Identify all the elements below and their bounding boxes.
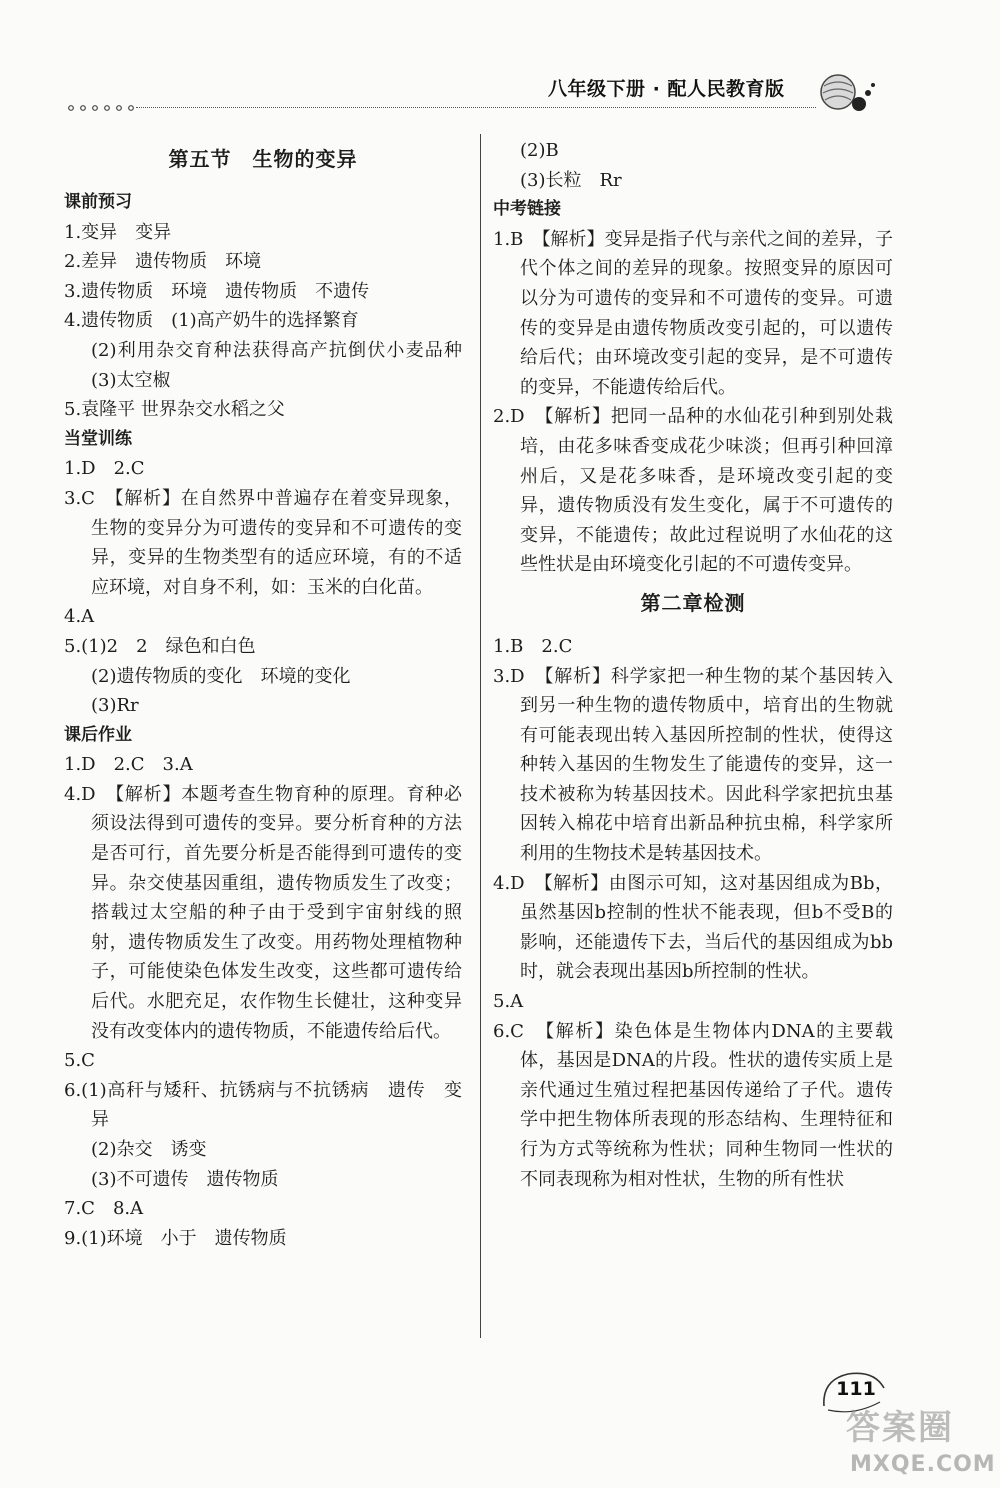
answer-item: 1.D 2.C	[64, 458, 145, 480]
column-divider	[480, 134, 481, 1338]
chapter-test-title: 第二章检测	[640, 590, 746, 615]
publisher-logo-icon	[816, 66, 878, 116]
answer-item: 9.(1)环境 小于 遗传物质	[64, 1227, 287, 1249]
answer-item: 4.D 【解析】由图示可知，这对基因组成为Bb，虽然基因b控制的性状不能表现，但b不受B的影响，还能遗传下去，当后代的基因组成为bb时，就会表现出基因b所控制的性状。	[493, 872, 893, 983]
answer-item: 6.(1)高秆与矮秆、抗锈病与不抗锈病 遗传 变异	[64, 1079, 462, 1131]
preview-heading: 课前预习	[64, 192, 132, 212]
answer-item: (2)遗传物质的变化 环境的变化	[91, 665, 351, 687]
watermark	[846, 1400, 996, 1484]
class-training-heading: 当堂训练	[64, 428, 132, 449]
answer-item: 4.D 【解析】本题考查生物育种的原理。育种必须设法得到可遗传的变异。要分析育种的方法是否可行，首先要分析是否能得到可遗传的变异。杂交使基因重组，遗传物质发生了改变；搭载过太空船的种子由于受到宇宙射线的照射，遗传物质发生了改变。用药物处理植物种子，可能使染色体发生改变，这些都可遗传给后代。水肥充足，农作物生长健壮，这种变异没有改变体内的遗传物质，不能遗传给后代。	[64, 783, 462, 1042]
page-number: 111	[836, 1378, 876, 1400]
answer-item: (2)杂交 诱变	[91, 1139, 207, 1160]
watermark-logo: 答案圈	[846, 1408, 954, 1448]
exam-link-heading: 中考链接	[493, 199, 561, 220]
answer-item: 1.B 【解析】变异是指子代与亲代之间的差异，子代个体之间的差异的现象。按照变异的原因可以分为可遗传的变异和不可遗传的变异。可遗传的变异是由遗传物质改变引起的，可以遗传给后代；由环境改变引起的变异，是不可遗传的变异，不能遗传给后代。	[493, 228, 893, 398]
running-header-title: 八年级下册 · 配人民教育版	[548, 78, 785, 100]
answer-item: 5.(1)2 2 绿色和白色	[64, 635, 256, 657]
answer-item: (3)Rr	[91, 695, 139, 717]
left-column	[64, 136, 480, 1253]
answer-item: (3)长粒 Rr	[520, 169, 622, 191]
answer-item: 7.C 8.A	[64, 1198, 144, 1220]
answer-item: (2)B	[520, 140, 559, 161]
answer-item: 3.遗传物质 环境 遗传物质 不遗传	[64, 280, 370, 302]
answer-item: 1.B 2.C	[493, 635, 573, 657]
header-dot-ornament	[66, 102, 136, 114]
answer-item: 3.C 【解析】在自然界中普遍存在着变异现象，生物的变异分为可遗传的变异和不可遗传的变异，变异的生物类型有的适应环境，有的不适应环境，对自身不利，如：玉米的白化苗。	[64, 487, 462, 598]
section-title: 第五节 生物的变异	[168, 147, 358, 171]
answer-item: 5.A	[493, 991, 524, 1013]
answer-item: 4.遗传物质 (1)高产奶牛的选择繁育	[64, 310, 359, 332]
answer-item: 5.C	[64, 1050, 95, 1072]
right-column	[493, 136, 893, 1194]
header-divider	[136, 107, 816, 108]
answer-item: 2.D 【解析】把同一品种的水仙花引种到别处栽培，由花多味香变成花少味淡；但再引种回漳州后，又是花多味香，是环境改变引起的变异，遗传物质没有发生变化，属于不可遗传的变异，不能遗传；故此过程说明了水仙花的这些性状是由环境变化引起的不可遗传变异。	[493, 406, 893, 576]
answer-item: 3.D 【解析】科学家把一种生物的某个基因转入到另一种生物的遗传物质中，培育出的生物就有可能表现出转入基因所控制的性状，使得这种转入基因的生物发生了能遗传的变异，这一技术被称为转基因技术。因此科学家把抗虫基因转入棉花中培育出新品种抗虫棉，科学家所利用的生物技术是转基因技术。	[493, 665, 893, 865]
answer-item: 1.变异 变异	[64, 221, 172, 243]
answer-item: 6.C 【解析】染色体是生物体内DNA的主要载体，基因是DNA的片段。性状的遗传实质上是亲代通过生殖过程把基因传递给了子代。遗传学中把生物体所表现的形态结构、生理特征和行为方式等统称为性状；同种生物同一性状的不同表现称为相对性状，生物的所有性状	[493, 1020, 893, 1190]
answer-item: 1.D 2.C 3.A	[64, 754, 193, 776]
answer-item: 2.差异 遗传物质 环境	[64, 251, 262, 273]
homework-heading: 课后作业	[64, 724, 132, 745]
answer-item: (2)利用杂交育种法获得高产抗倒伏小麦品种 (3)太空椒	[91, 339, 480, 391]
answer-item: 4.A	[64, 606, 95, 628]
answer-item: (3)不可遗传 遗传物质	[91, 1168, 279, 1190]
watermark-url: MXQE.COM	[850, 1452, 996, 1477]
answer-item: 5.袁隆平 世界杂交水稻之父	[64, 399, 285, 421]
